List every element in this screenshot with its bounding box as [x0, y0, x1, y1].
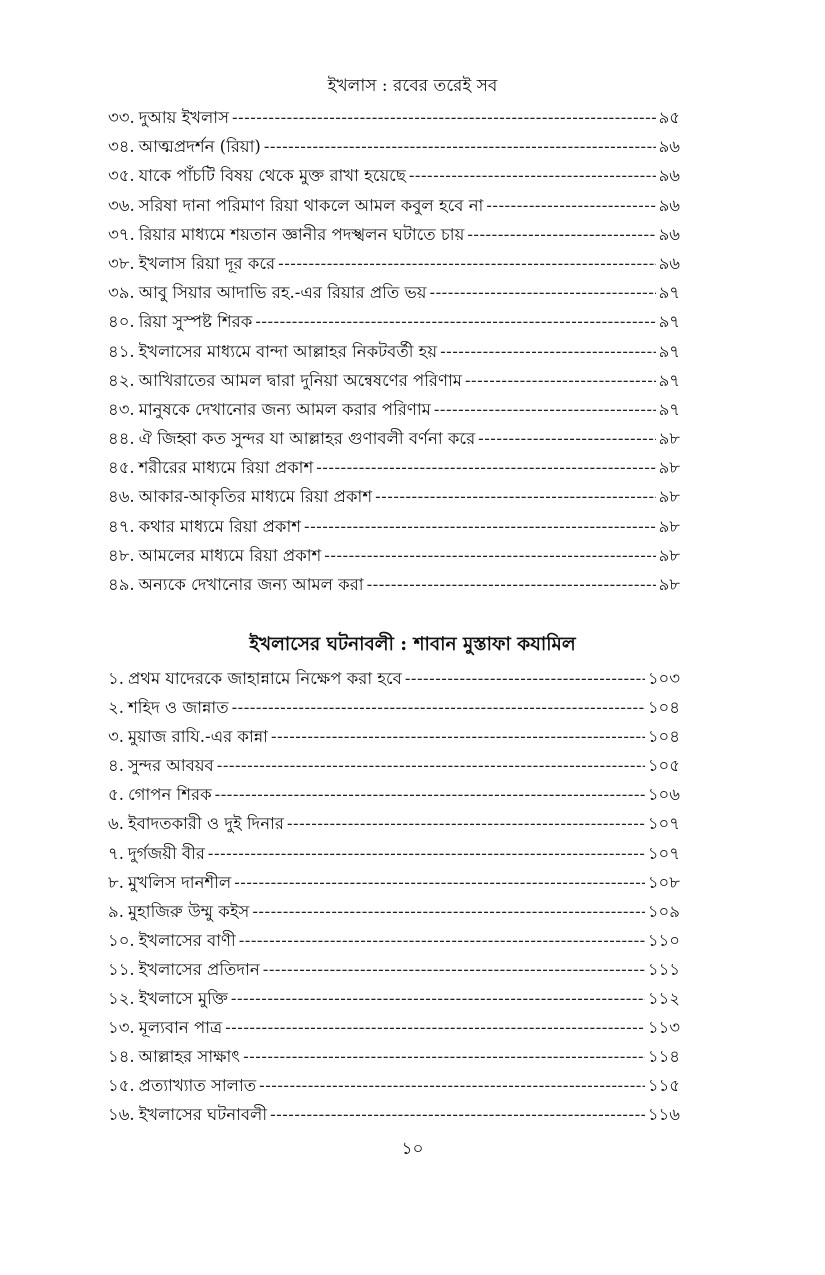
toc-entry: [108, 541, 680, 570]
dot-leader: [434, 395, 656, 424]
entry-number: ১০.: [108, 930, 135, 950]
entry-number: ৩.: [108, 727, 124, 747]
entry-page: ৯৮: [658, 575, 680, 594]
dot-leader: [208, 839, 645, 868]
entry-title: ইখলাসের প্রতিদান: [138, 959, 260, 979]
toc-entry: [108, 220, 680, 249]
entry-number: ১৬.: [108, 1105, 135, 1125]
entry-title: প্রথম যাদেরকে জাহান্নামে নিক্ষেপ করা হবে: [127, 669, 402, 688]
dot-leader: [263, 955, 645, 984]
entry-number: ৪৯.: [108, 575, 135, 594]
entry-title: রিয়া সুস্পষ্ট শিরক: [138, 312, 253, 332]
toc-entry: [108, 1042, 680, 1071]
entry-page: ৯৮: [658, 516, 680, 536]
entry-number: ১৫.: [108, 1076, 135, 1096]
entry-title: মুয়াজ রাযি.-এর কান্না: [127, 727, 268, 747]
toc-entry: [108, 512, 680, 541]
entry-number: ৩৭.: [108, 224, 135, 244]
toc-entry: [108, 453, 680, 482]
entry-title: শহিদ ও জান্নাত: [127, 698, 229, 718]
entry-title: কথার মাধ্যমে রিয়া প্রকাশ: [138, 516, 301, 536]
dot-leader: [375, 482, 655, 511]
entry-page: ৯৭: [658, 341, 680, 361]
dot-leader: [234, 868, 645, 897]
entry-page: ১০৮: [647, 872, 680, 892]
entry-title: মানুষকে দেখানোর জন্য আমল করার পরিণাম: [138, 399, 431, 419]
toc-entry: [108, 839, 680, 868]
dot-leader: [232, 103, 656, 132]
entry-title: প্রত্যাখ্যাত সালাত: [138, 1076, 257, 1096]
dot-leader: [465, 366, 656, 395]
entry-number: ৩৬.: [108, 195, 135, 215]
entry-title: গোপন শিরক: [127, 785, 212, 805]
toc-entry: [108, 809, 680, 838]
dot-leader: [215, 780, 645, 809]
dot-leader: [271, 722, 645, 751]
toc-entry: [108, 722, 680, 751]
entry-page: ৯৭: [658, 283, 680, 303]
entry-page: ৯৬: [658, 195, 680, 215]
entry-page: ১০৯: [647, 901, 680, 921]
dot-leader: [225, 1013, 645, 1042]
dot-leader: [278, 249, 655, 278]
entry-title: দুআয় ইখলাস: [138, 108, 229, 127]
entry-page: ৯৬: [658, 224, 680, 244]
entry-title: মূল্যবান পাত্র: [138, 1018, 223, 1038]
dot-leader: [316, 453, 655, 482]
entry-page: ১১৩: [647, 1018, 680, 1038]
entry-page: ৯৮: [658, 458, 680, 478]
toc-entry: [108, 424, 680, 453]
entry-page: ১০৪: [647, 698, 680, 718]
toc-entry: [108, 249, 680, 278]
toc-entry: [108, 955, 680, 984]
toc-entry: [108, 897, 680, 926]
entry-title: আত্মপ্রদর্শন (রিয়া): [138, 137, 261, 157]
toc-entry: [108, 751, 680, 780]
entry-title: আমলের মাধ্যমে রিয়া প্রকাশ: [138, 545, 322, 565]
entry-title: মুখলিস দানশীল: [127, 872, 232, 892]
entry-number: ৭.: [108, 843, 124, 863]
toc-entry: [108, 984, 680, 1013]
entry-number: ৪৫.: [108, 458, 135, 478]
entry-number: ৩৯.: [108, 283, 135, 303]
entry-title: ইখলাস রিয়া দূর করে: [138, 253, 276, 273]
entry-title: আখিরাতের আমল দ্বারা দুনিয়া অন্বেষণের পরিণাম: [138, 370, 462, 390]
dot-leader: [239, 926, 645, 955]
entry-number: ১২.: [108, 989, 135, 1009]
toc-entry: [108, 1071, 680, 1100]
dot-leader: [270, 1100, 645, 1129]
entry-page: ৯৭: [658, 370, 680, 390]
entry-number: ১৪.: [108, 1047, 135, 1067]
entry-title: ইখলাসের বাণী: [138, 930, 236, 950]
toc-entry: [108, 132, 680, 161]
dot-leader: [409, 161, 656, 190]
entry-title: সুন্দর আবয়ব: [127, 756, 214, 776]
entry-number: ৪৮.: [108, 545, 135, 565]
entry-page: ১০৩: [647, 669, 680, 688]
entry-page: ১০৭: [647, 843, 680, 863]
entry-page: ১১১: [647, 959, 680, 979]
dot-leader: [405, 664, 645, 693]
entry-page: ৯৬: [658, 166, 680, 186]
toc-entry: [108, 780, 680, 809]
dot-leader: [259, 1071, 645, 1100]
entry-number: ৮.: [108, 872, 124, 892]
dot-leader: [367, 570, 656, 599]
section-heading: ইখলাসের ঘটনাবলী : শাবান মুস্তাফা কযামিল: [249, 634, 576, 655]
dot-leader: [252, 897, 645, 926]
toc-entry: [108, 366, 680, 395]
entry-number: ৫.: [108, 785, 124, 805]
toc-entry: [108, 868, 680, 897]
entry-number: ৩৫.: [108, 166, 135, 186]
entry-number: ৪২.: [108, 370, 135, 390]
toc-entry: [108, 395, 680, 424]
entry-title: ইখলাসের ঘটনাবলী: [138, 1105, 268, 1125]
entry-page: ১০৫: [647, 756, 680, 776]
toc-entry: [108, 278, 680, 307]
page-number: ১০: [401, 1139, 424, 1159]
dot-leader: [478, 424, 655, 453]
entry-title: আকার-আকৃতির মাধ্যমে রিয়া প্রকাশ: [138, 487, 373, 507]
entry-page: ১১৫: [647, 1076, 680, 1096]
entry-title: মুহাজিরু উম্মু কইস: [127, 901, 250, 921]
entry-page: ৯৮: [658, 429, 680, 449]
entry-number: ৪০.: [108, 312, 135, 332]
entry-title: শরীরের মাধ্যমে রিয়া প্রকাশ: [138, 458, 314, 478]
dot-leader: [287, 809, 645, 838]
entry-number: ৪৩.: [108, 399, 135, 419]
toc-entry: [108, 1013, 680, 1042]
entry-page: ৯৬: [658, 137, 680, 157]
entry-page: ১০৬: [647, 785, 680, 805]
entry-page: ১১০: [647, 930, 680, 950]
entry-page: ৯৮: [658, 545, 680, 565]
entry-page: ৯৬: [658, 253, 680, 273]
dot-leader: [264, 132, 656, 161]
dot-leader: [467, 220, 655, 249]
entry-title: ইখলাসের মাধ্যমে বান্দা আল্লাহর নিকটবর্তী হয়: [138, 341, 438, 361]
toc-entry: [108, 337, 680, 366]
running-header: ইখলাস : রবের তরেই সব: [327, 76, 498, 96]
entry-number: ৩৩.: [108, 108, 135, 127]
entry-title: ঐ জিহ্বা কত সুন্দর যা আল্লাহর গুণাবলী বর্ণনা করে: [138, 429, 476, 449]
toc-entry: [108, 307, 680, 336]
toc-list-part2: [108, 664, 680, 1130]
entry-title: আল্লাহর সাক্ষাৎ: [138, 1047, 241, 1067]
entry-title: রিয়ার মাধ্যমে শয়তান জ্ঞানীর পদস্খলন ঘটাতে চায়: [138, 224, 465, 244]
entry-number: ৯.: [108, 901, 124, 921]
entry-number: ৪৪.: [108, 429, 135, 449]
toc-entry: [108, 103, 680, 132]
toc-entry: [108, 1100, 680, 1129]
entry-number: ৩৮.: [108, 253, 135, 273]
dot-leader: [232, 693, 645, 722]
toc-entry: [108, 664, 680, 693]
entry-number: ৪৬.: [108, 487, 135, 507]
dot-leader: [486, 191, 655, 220]
toc-list-part1: [108, 103, 680, 599]
entry-page: ১০৭: [647, 814, 680, 834]
toc-entry: [108, 693, 680, 722]
dot-leader: [440, 337, 656, 366]
entry-page: ১০৪: [647, 727, 680, 747]
toc-entry: [108, 161, 680, 190]
entry-title: অন্যকে দেখানোর জন্য আমল করা: [138, 575, 364, 594]
entry-title: ইখলাসে মুক্তি: [138, 989, 228, 1009]
entry-number: ১.: [108, 669, 124, 688]
entry-number: ৪১.: [108, 341, 135, 361]
dot-leader: [304, 512, 656, 541]
entry-title: সরিষা দানা পরিমাণ রিয়া থাকলে আমল কবুল হবে না: [138, 195, 484, 215]
entry-number: ১৩.: [108, 1018, 135, 1038]
toc-entry: [108, 926, 680, 955]
entry-number: ৩৪.: [108, 137, 135, 157]
toc-entry: [108, 570, 680, 599]
entry-title: দুর্গজয়ী বীর: [127, 843, 205, 863]
dot-leader: [255, 307, 655, 336]
entry-page: ৯৫: [658, 108, 680, 127]
entry-page: ৯৭: [658, 312, 680, 332]
entry-number: ১১.: [108, 959, 135, 979]
entry-number: ৪.: [108, 756, 124, 776]
dot-leader: [243, 1042, 645, 1071]
entry-page: ১১৪: [647, 1047, 680, 1067]
entry-title: ইবাদতকারী ও দুই দিনার: [127, 814, 284, 834]
entry-title: আবু সিয়ার আদাভি রহ.-এর রিয়ার প্রতি ভয়: [138, 283, 427, 303]
dot-leader: [231, 984, 645, 1013]
toc-entry: [108, 191, 680, 220]
dot-leader: [324, 541, 655, 570]
entry-title: যাকে পাঁচটি বিষয় থেকে মুক্ত রাখা হয়েছে: [138, 166, 406, 186]
entry-page: ১১৬: [647, 1105, 680, 1125]
entry-page: ১১২: [647, 989, 680, 1009]
entry-number: ৬.: [108, 814, 124, 834]
dot-leader: [217, 751, 645, 780]
entry-number: ২.: [108, 698, 124, 718]
entry-page: ৯৮: [658, 487, 680, 507]
entry-page: ৯৭: [658, 399, 680, 419]
toc-entry: [108, 482, 680, 511]
entry-number: ৪৭.: [108, 516, 135, 536]
dot-leader: [430, 278, 656, 307]
